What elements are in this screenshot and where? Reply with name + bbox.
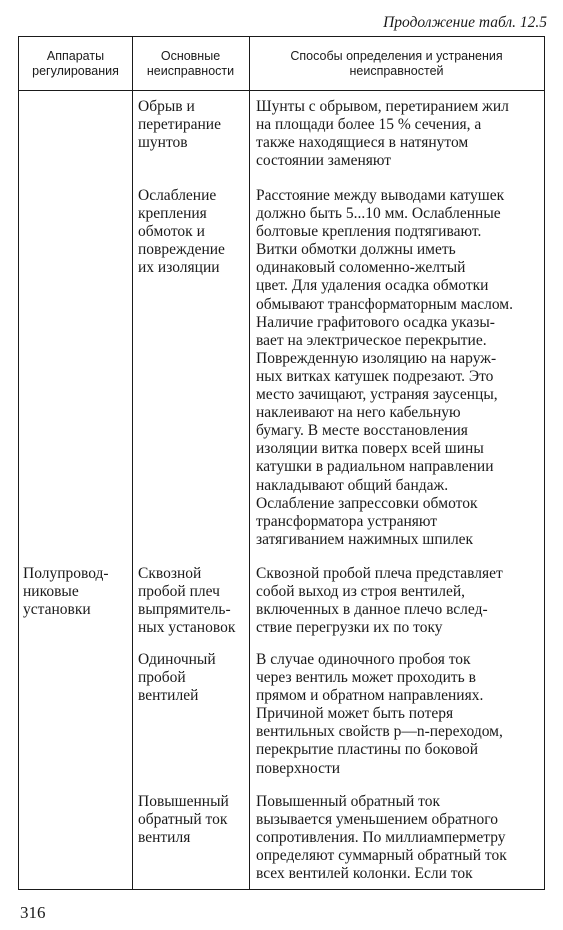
column-divider (249, 37, 250, 889)
header-faults: Основные неисправности (146, 48, 235, 78)
header-apparatus: Аппараты регулирования (32, 48, 119, 78)
row-fault: Обрыв и перетирание шунтов (138, 98, 221, 152)
row-method: Расстояние между выводами катушек должно быть 5...10 мм. Ослабленные болтовые крепления подтягивают. Витки обмотки должны иметь одинаковый соломенно-желтый цвет. Для удаления осадка обмотки обмывают трансформаторным маслом. Наличие графитового осадка указы- вает на электрическое перекрытие. Поврежденную изоляцию на наруж- ных витках катушек подрезают. Это место зачищают, устраняя заусенцы, наклеивают на него кабельную бумагу. В месте восстановления изоляции витка поверх всей шины катушки в радиальном направлении накладывают общий бандаж. Ослабление запрессовки обмоток трансформатора устраняют затягиванием нажимных шпилек (256, 187, 513, 548)
row-fault: Одиночный пробой вентилей (138, 651, 216, 705)
page-number: 316 (20, 903, 46, 922)
faults-table (18, 36, 545, 890)
row-apparatus: Полупровод- никовые установки (23, 565, 109, 619)
header-methods: Способы определения и устранения неисправностей (290, 48, 503, 78)
row-method: Сквозной пробой плеча представляет собой выход из строя вентилей, включенных в данное плечо вслед- ствие перегрузки их по току (256, 565, 503, 637)
row-fault: Ослабление крепления обмоток и повреждение их изоляции (138, 187, 225, 277)
header-divider (19, 90, 544, 91)
row-method: Повышенный обратный ток вызывается уменьшением обратного сопротивления. По миллиамперметру определяют суммарный обратный ток всех вентилей колонки. Если ток (256, 793, 507, 883)
row-method: В случае одиночного пробоя ток через вентиль может проходить в прямом и обратном направлениях. Причиной может быть потеря вентильных свойств p—n-переходом, перекрытие пластины по боковой поверхности (256, 651, 503, 777)
table-caption: Продолжение табл. 12.5 (383, 14, 547, 31)
row-fault: Повышенный обратный ток вентиля (138, 793, 229, 847)
row-method: Шунты с обрывом, перетиранием жил на площади более 15 % сечения, а также находящиеся в натянутом состоянии заменяют (256, 98, 509, 170)
column-divider (132, 37, 133, 889)
row-fault: Сквозной пробой плеч выпрямитель- ных установок (138, 565, 236, 637)
